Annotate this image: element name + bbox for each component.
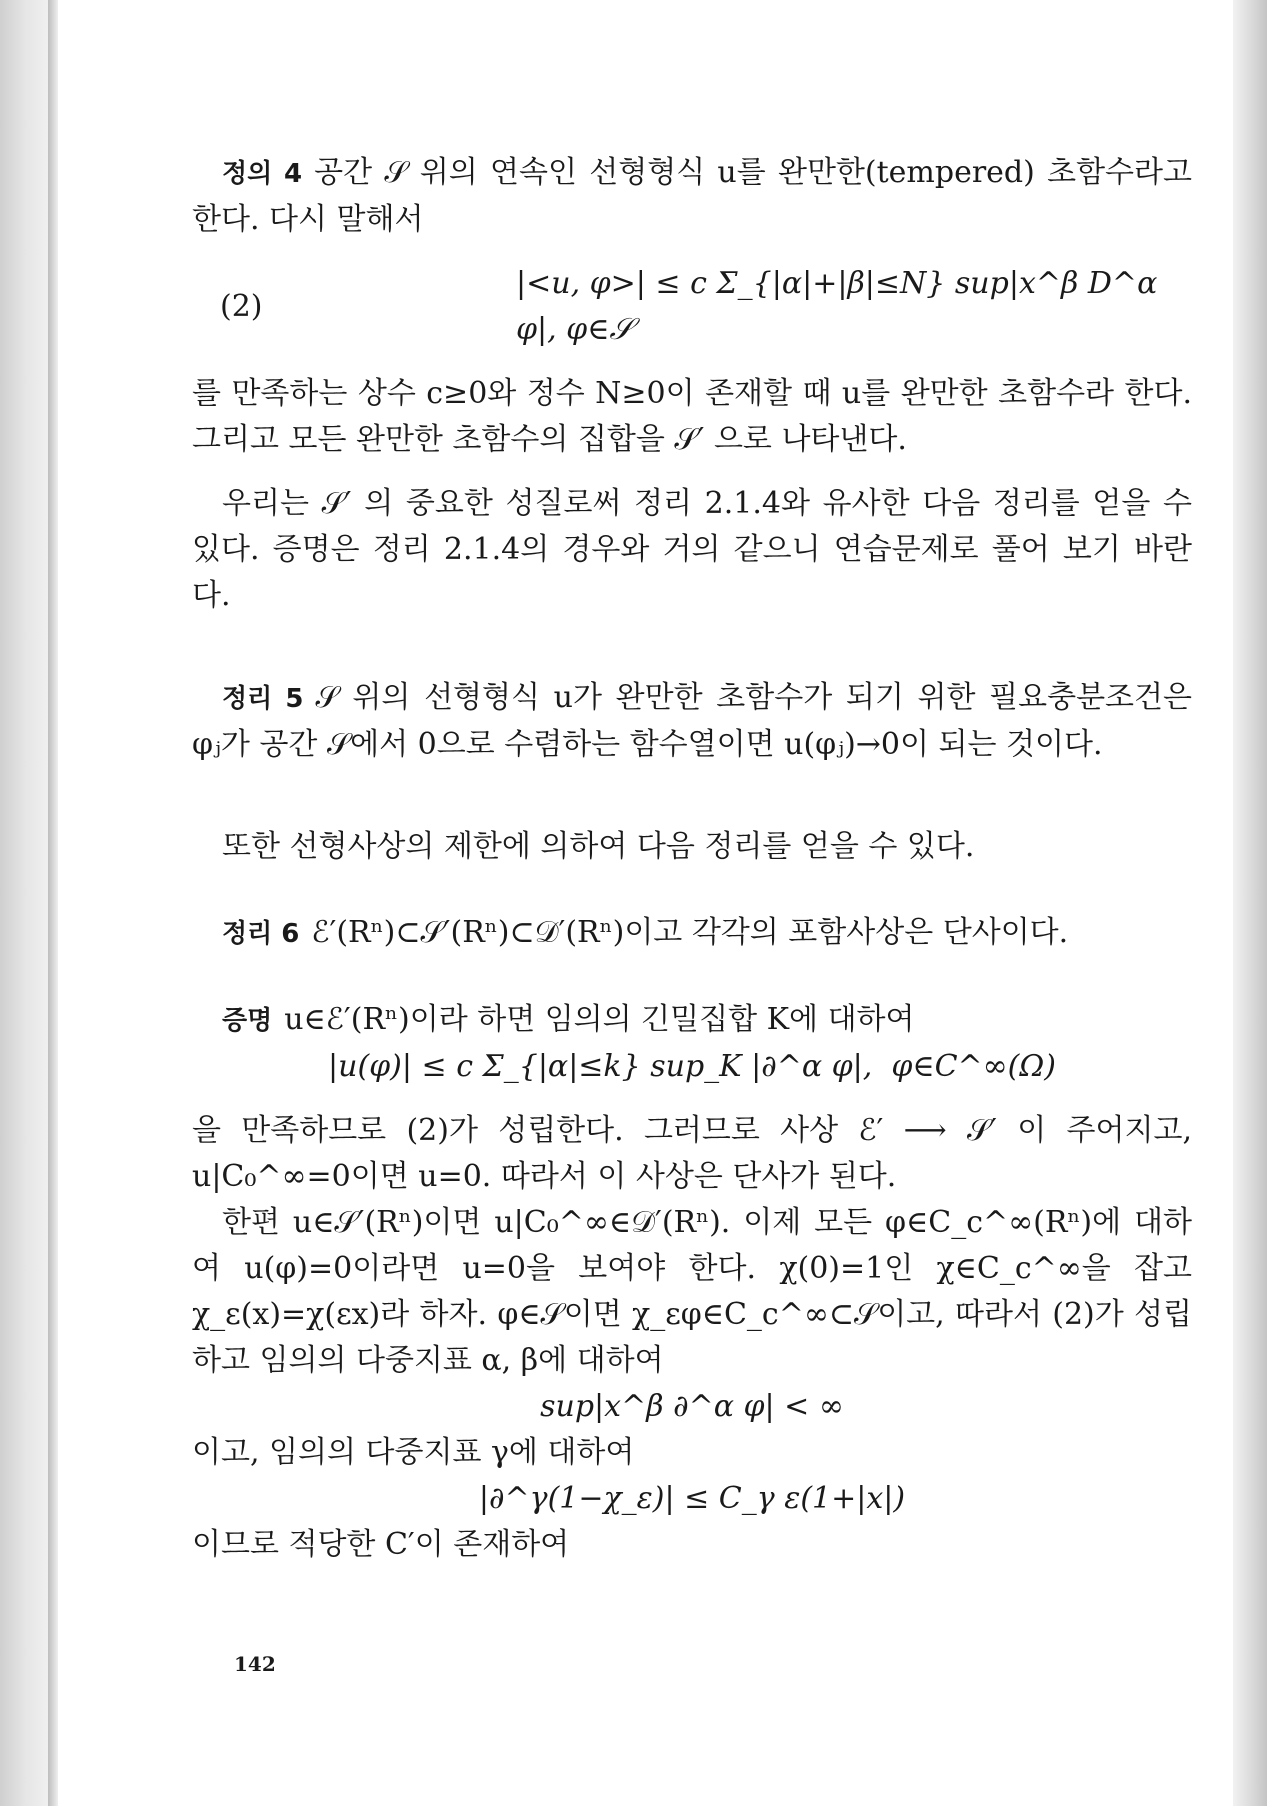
- page-number: 142: [234, 1652, 276, 1676]
- proof-paragraph-4: 이고, 임의의 다중지표 γ에 대하여: [192, 1435, 635, 1470]
- theorem-6-label: 정리 6: [222, 919, 300, 949]
- definition-4-label: 정의 4: [222, 159, 303, 189]
- proof-paragraph-3: 한편 u∈𝒮′(Rⁿ)이면 u|C₀^∞∈𝒟′(Rⁿ). 이제 모든 φ∈C_c^∞(Rⁿ)에 대하여 u(φ)=0이라면 u=0을 보여야 한다. χ(0)=1인 χ∈C_c^∞을 잡고 χ_ε(x)=χ(εx)라 하자. φ∈𝒮이면 χ_εφ∈C_c^∞⊂𝒮이고, 따라서 (2)가 성립하고 임의의 다중지표 α, β에 대하여: [192, 1205, 1192, 1378]
- definition-4-text: 공간 𝒮 위의 연속인 선형형식 u를 완만한(tempered) 초함수라고 한다. 다시 말해서: [192, 155, 1192, 237]
- book-right-edge: [1233, 0, 1267, 1806]
- theorem-5-text: 𝒮 위의 선형형식 u가 완만한 초함수가 되기 위한 필요충분조건은 φⱼ가 공간 𝒮에서 0으로 수렴하는 함수열이면 u(φⱼ)→0이 되는 것이다.: [192, 680, 1192, 762]
- theorem-5-label: 정리 5: [222, 684, 304, 714]
- equation-2: [192, 261, 1192, 353]
- equation-2-number: (2): [220, 289, 263, 324]
- proof-equation-2: sup|x^β ∂^α φ| < ∞: [540, 1389, 844, 1424]
- book-spine-shadow: [48, 0, 58, 1806]
- proof-label: 증명: [222, 1006, 273, 1036]
- proof-paragraph-5: 이므로 적당한 C′이 존재하여: [192, 1527, 570, 1562]
- definition-4: [192, 150, 1192, 243]
- proof-equation-1: |u(φ)| ≤ c Σ_{|α|≤k} sup_K |∂^α φ|, φ∈C^∞(Ω): [328, 1049, 1056, 1084]
- theorem-6: [192, 910, 1192, 957]
- theorem-5: [192, 675, 1192, 768]
- definition-4-continuation: 를 만족하는 상수 c≥0와 정수 N≥0이 존재할 때 u를 완만한 초함수라 한다. 그리고 모든 완만한 초함수의 집합을 𝒮′ 으로 나타낸다.: [192, 376, 1192, 457]
- proof-line-1: u∈ℰ′(Rⁿ)이라 하면 임의의 긴밀집합 K에 대하여: [284, 1002, 915, 1037]
- remark-paragraph: 우리는 𝒮′ 의 중요한 성질로써 정리 2.1.4와 유사한 다음 정리를 얻을 수 있다. 증명은 정리 2.1.4의 경우와 거의 같으니 연습문제로 풀어 보기 바란다.: [192, 486, 1192, 613]
- proof-equation-3: |∂^γ(1−χ_ε)| ≤ C_γ ε(1+|x|): [478, 1481, 906, 1516]
- page-content: [192, 150, 1192, 1568]
- proof-paragraph-2: 을 만족하므로 (2)가 성립한다. 그러므로 사상 ℰ′ ⟶ 𝒮′ 이 주어지고, u|C₀^∞=0이면 u=0. 따라서 이 사상은 단사가 된다.: [192, 1113, 1192, 1194]
- proof-start: [192, 997, 1192, 1044]
- theorem-6-text: ℰ′(Rⁿ)⊂𝒮′(Rⁿ)⊂𝒟′(Rⁿ)이고 각각의 포함사상은 단사이다.: [311, 915, 1069, 950]
- book-page: [58, 0, 1233, 1806]
- equation-2-body: |<u, φ>| ≤ c Σ_{|α|+|β|≤N} sup|x^β D^α φ|, φ∈𝒮: [516, 266, 1158, 347]
- theorem-6-intro: 또한 선형사상의 제한에 의하여 다음 정리를 얻을 수 있다.: [222, 829, 975, 864]
